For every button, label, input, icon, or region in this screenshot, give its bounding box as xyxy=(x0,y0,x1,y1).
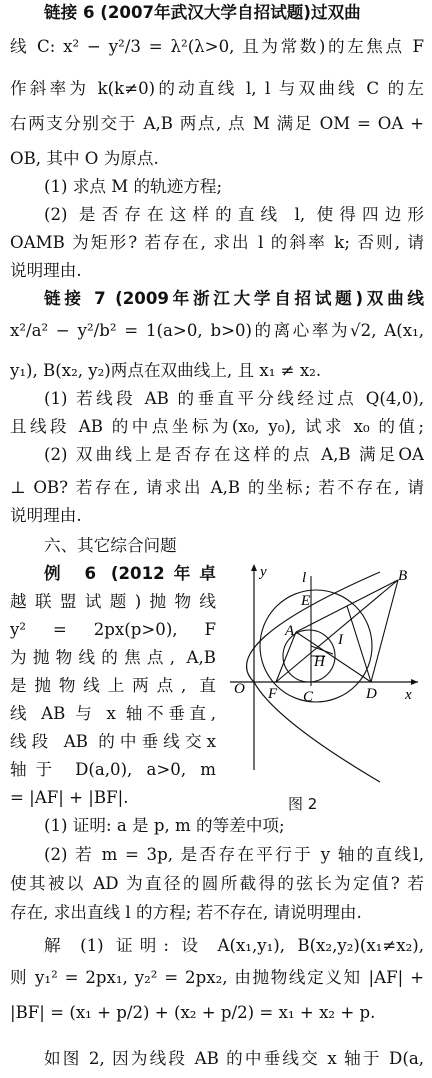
text-line: 是抛物线上两点, 直 xyxy=(10,676,216,695)
text-line: 如图 2, 因为线段 AB 的中垂线交 x 轴于 D(a, xyxy=(44,1049,424,1068)
text-line: (2) 若 m = 3p, 是否存在平行于 y 轴的直线l, xyxy=(44,845,424,864)
perpendicular-bisector xyxy=(347,606,371,682)
label-c: C xyxy=(303,689,314,705)
label-f: F xyxy=(268,686,278,702)
parabola-curve xyxy=(247,572,380,782)
text-line: 则 y₁² = 2px₁, y₂² = 2px₂, 由抛物线定义知 |AF| + xyxy=(10,968,424,987)
segment-fa xyxy=(276,632,296,682)
text-line: (1) 证明: a 是 p, m 的等差中项; xyxy=(44,816,285,835)
label-h: H xyxy=(314,654,325,670)
parabola-diagram xyxy=(230,560,420,790)
segment-ad xyxy=(296,632,371,682)
label-i: I xyxy=(338,632,343,648)
label-y: y xyxy=(260,564,267,580)
text-line: ⊥ OB? 若存在, 请求出 A,B 的坐标; 若不存在, 请 xyxy=(10,478,424,497)
label-b: B xyxy=(398,568,408,584)
text-line: 解 (1) 证明: 设 A(x₁,y₁), B(x₂,y₂)(x₁≠x₂), xyxy=(44,936,424,955)
text-line: 链接 7 (2009年浙江大学自招试题)双曲线 xyxy=(44,289,424,308)
x-axis-arrow xyxy=(411,679,418,685)
segment-fb xyxy=(276,580,398,682)
text-line: (2) 是否存在这样的直线 l, 使得四边形 xyxy=(44,205,424,224)
text-line: 例 6 (2012年卓 xyxy=(44,564,216,583)
text-line: 轴于 D(a,0), a>0, m xyxy=(10,760,216,779)
text-line: 作斜率为 k(k≠0)的动直线 l, l 与双曲线 C 的左 xyxy=(10,79,424,98)
text-line: y₁), B(x₂, y₂)两点在双曲线上, 且 x₁ ≠ x₂. xyxy=(10,361,322,380)
text-line: x²/a² − y²/b² = 1(a>0, b>0)的离心率为√2, A(x₁, xyxy=(10,321,424,340)
text-line: 且线段 AB 的中点坐标为(x₀, y₀), 试求 x₀ 的值; xyxy=(10,417,424,436)
text-line: 线段 AB 的中垂线交x xyxy=(10,732,216,751)
text-line: 线 C: x² − y²/3 = λ²(λ>0, 且为常数)的左焦点 F xyxy=(10,37,424,56)
text-line: 说明理由. xyxy=(10,506,82,525)
text-line: 越联盟试题)抛物线 xyxy=(10,592,216,611)
segment-bd xyxy=(371,580,398,682)
text-line: |BF| = (x₁ + p/2) + (x₂ + p/2) = x₁ + x₂ + p. xyxy=(10,1003,376,1022)
figure-2 xyxy=(230,560,420,790)
label-a: A xyxy=(285,623,295,639)
text-line: OB, 其中 O 为原点. xyxy=(10,149,159,168)
label-o: O xyxy=(234,681,245,697)
text-line: 为抛物线的焦点, A,B xyxy=(10,648,216,667)
section-heading: 六、其它综合问题 xyxy=(44,536,177,555)
label-x: x xyxy=(405,687,412,703)
figure-caption: 图 2 xyxy=(288,795,318,813)
y-axis-arrow xyxy=(251,564,257,571)
text-line: 说明理由. xyxy=(10,261,82,280)
text-line: 使其被以 AD 为直径的圆所截得的弦长为定值? 若 xyxy=(10,874,424,893)
text-line: 链接 6 (2007年武汉大学自招试题)过双曲 xyxy=(44,3,361,22)
text-line: = |AF| + |BF|. xyxy=(10,788,129,807)
text-line: 存在, 求出直线 l 的方程; 若不存在, 请说明理由. xyxy=(10,903,362,922)
label-l: l xyxy=(302,570,307,586)
text-line: (1) 若线段 AB 的垂直平分线经过点 Q(4,0), xyxy=(44,389,424,408)
label-e: E xyxy=(301,593,311,609)
text-line: OAMB 为矩形? 若存在, 求出 l 的斜率 k; 否则, 请 xyxy=(10,233,424,252)
label-d: D xyxy=(366,686,377,702)
text-line: 右两支分别交于 A,B 两点, 点 M 满足 OM = OA + xyxy=(10,114,424,133)
text-line: 线 AB 与 x 轴不垂直, xyxy=(10,704,216,723)
text-line: (1) 求点 M 的轨迹方程; xyxy=(44,177,223,196)
text-line: y² = 2px(p>0), F xyxy=(10,620,216,639)
text-line: (2) 双曲线上是否存在这样的点 A,B 满足OA xyxy=(44,445,424,464)
